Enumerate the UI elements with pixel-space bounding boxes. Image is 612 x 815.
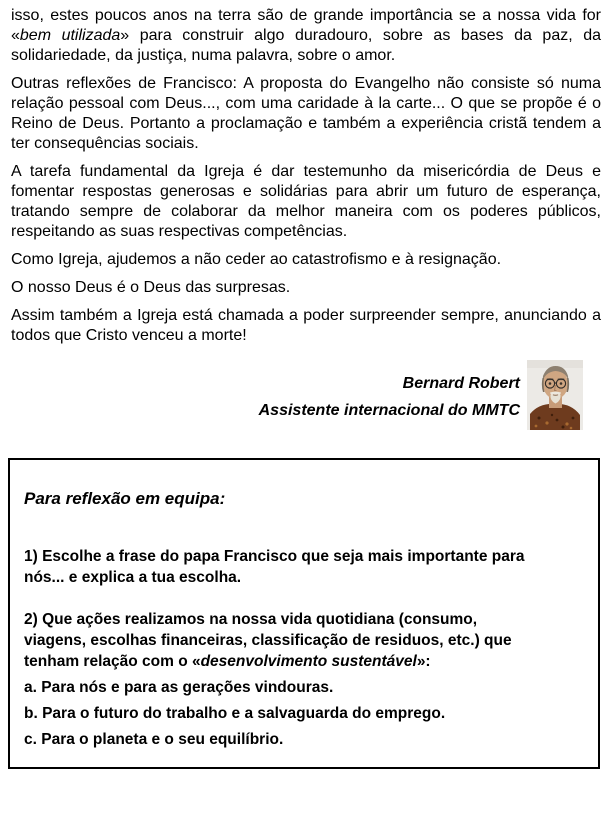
paragraph-tarefa-fundamental: A tarefa fundamental da Igreja é dar testemunho da misericórdia de Deus e fomentar respostas generosas e solidárias para abrir um futuro de esperança, tratando sempre de colaborar da melhor maneira com os poderes públicos, respeitando as suas respectivas competências. bbox=[11, 163, 601, 240]
author-name: Bernard Robert bbox=[402, 375, 520, 392]
author-role: Assistente internacional do MMTC bbox=[258, 402, 520, 419]
signature-block bbox=[11, 360, 583, 430]
reflection-item-b: b. Para o futuro do trabalho e a salvaguarda do emprego. bbox=[24, 705, 446, 722]
paragraph-como-igreja: Como Igreja, ajudemos a não ceder ao catastrofismo e à resignação. bbox=[11, 251, 502, 268]
question-line: 1) Escolhe a frase do papa Francisco que seja mais importante para bbox=[24, 548, 525, 565]
question-line: 2) Que ações realizamos na nossa vida quotidiana (consumo, bbox=[24, 611, 478, 628]
reflection-box bbox=[8, 458, 600, 769]
question-line: viagens, escolhas financeiras, classificação de residuos, etc.) que bbox=[24, 632, 512, 649]
reflection-item-a: a. Para nós e para as gerações vindouras. bbox=[24, 679, 334, 696]
italic-quote: desenvolvimento sustentável bbox=[200, 653, 417, 670]
question-line: »: bbox=[416, 653, 431, 670]
paragraph-text: isso, estes poucos anos na terra são de grande importância se a nossa vida for « bbox=[11, 7, 601, 44]
question-line: nós... e explica a tua escolha. bbox=[24, 569, 242, 586]
paragraph-deus-surpresas: O nosso Deus é o Deus das surpresas. bbox=[11, 279, 291, 296]
reflection-title: Para reflexão em equipa: bbox=[24, 489, 226, 508]
paragraph-text: » para construir algo duradouro, sobre as bases da paz, da solidariedade, da justiça, numa palavra, sobre o amor. bbox=[11, 27, 601, 64]
paragraph-outras-reflexoes: Outras reflexões de Francisco: A proposta do Evangelho não consiste só numa relação pessoal com Deus..., com uma caridade à la carte... O que se propõe é o Reino de Deus. Portanto a proclamação e também a experiência cristã tendem a ter consequências sociais. bbox=[11, 75, 601, 152]
paragraph-assim-tambem: Assim também a Igreja está chamada a poder surpreender sempre, anunciando a todos que Cristo venceu a morte! bbox=[11, 307, 601, 344]
question-line: tenham relação com o « bbox=[24, 653, 201, 670]
reflection-question-2 bbox=[24, 609, 584, 672]
italic-quote: bem utilizada bbox=[19, 27, 121, 44]
paragraph-intro bbox=[11, 6, 601, 66]
reflection-question-1 bbox=[24, 546, 584, 588]
author-photo-image bbox=[527, 360, 583, 430]
signature-text bbox=[259, 360, 520, 424]
author-photo bbox=[527, 360, 583, 430]
body-text bbox=[11, 6, 601, 346]
reflection-item-c: c. Para o planeta e o seu equilíbrio. bbox=[24, 731, 284, 748]
